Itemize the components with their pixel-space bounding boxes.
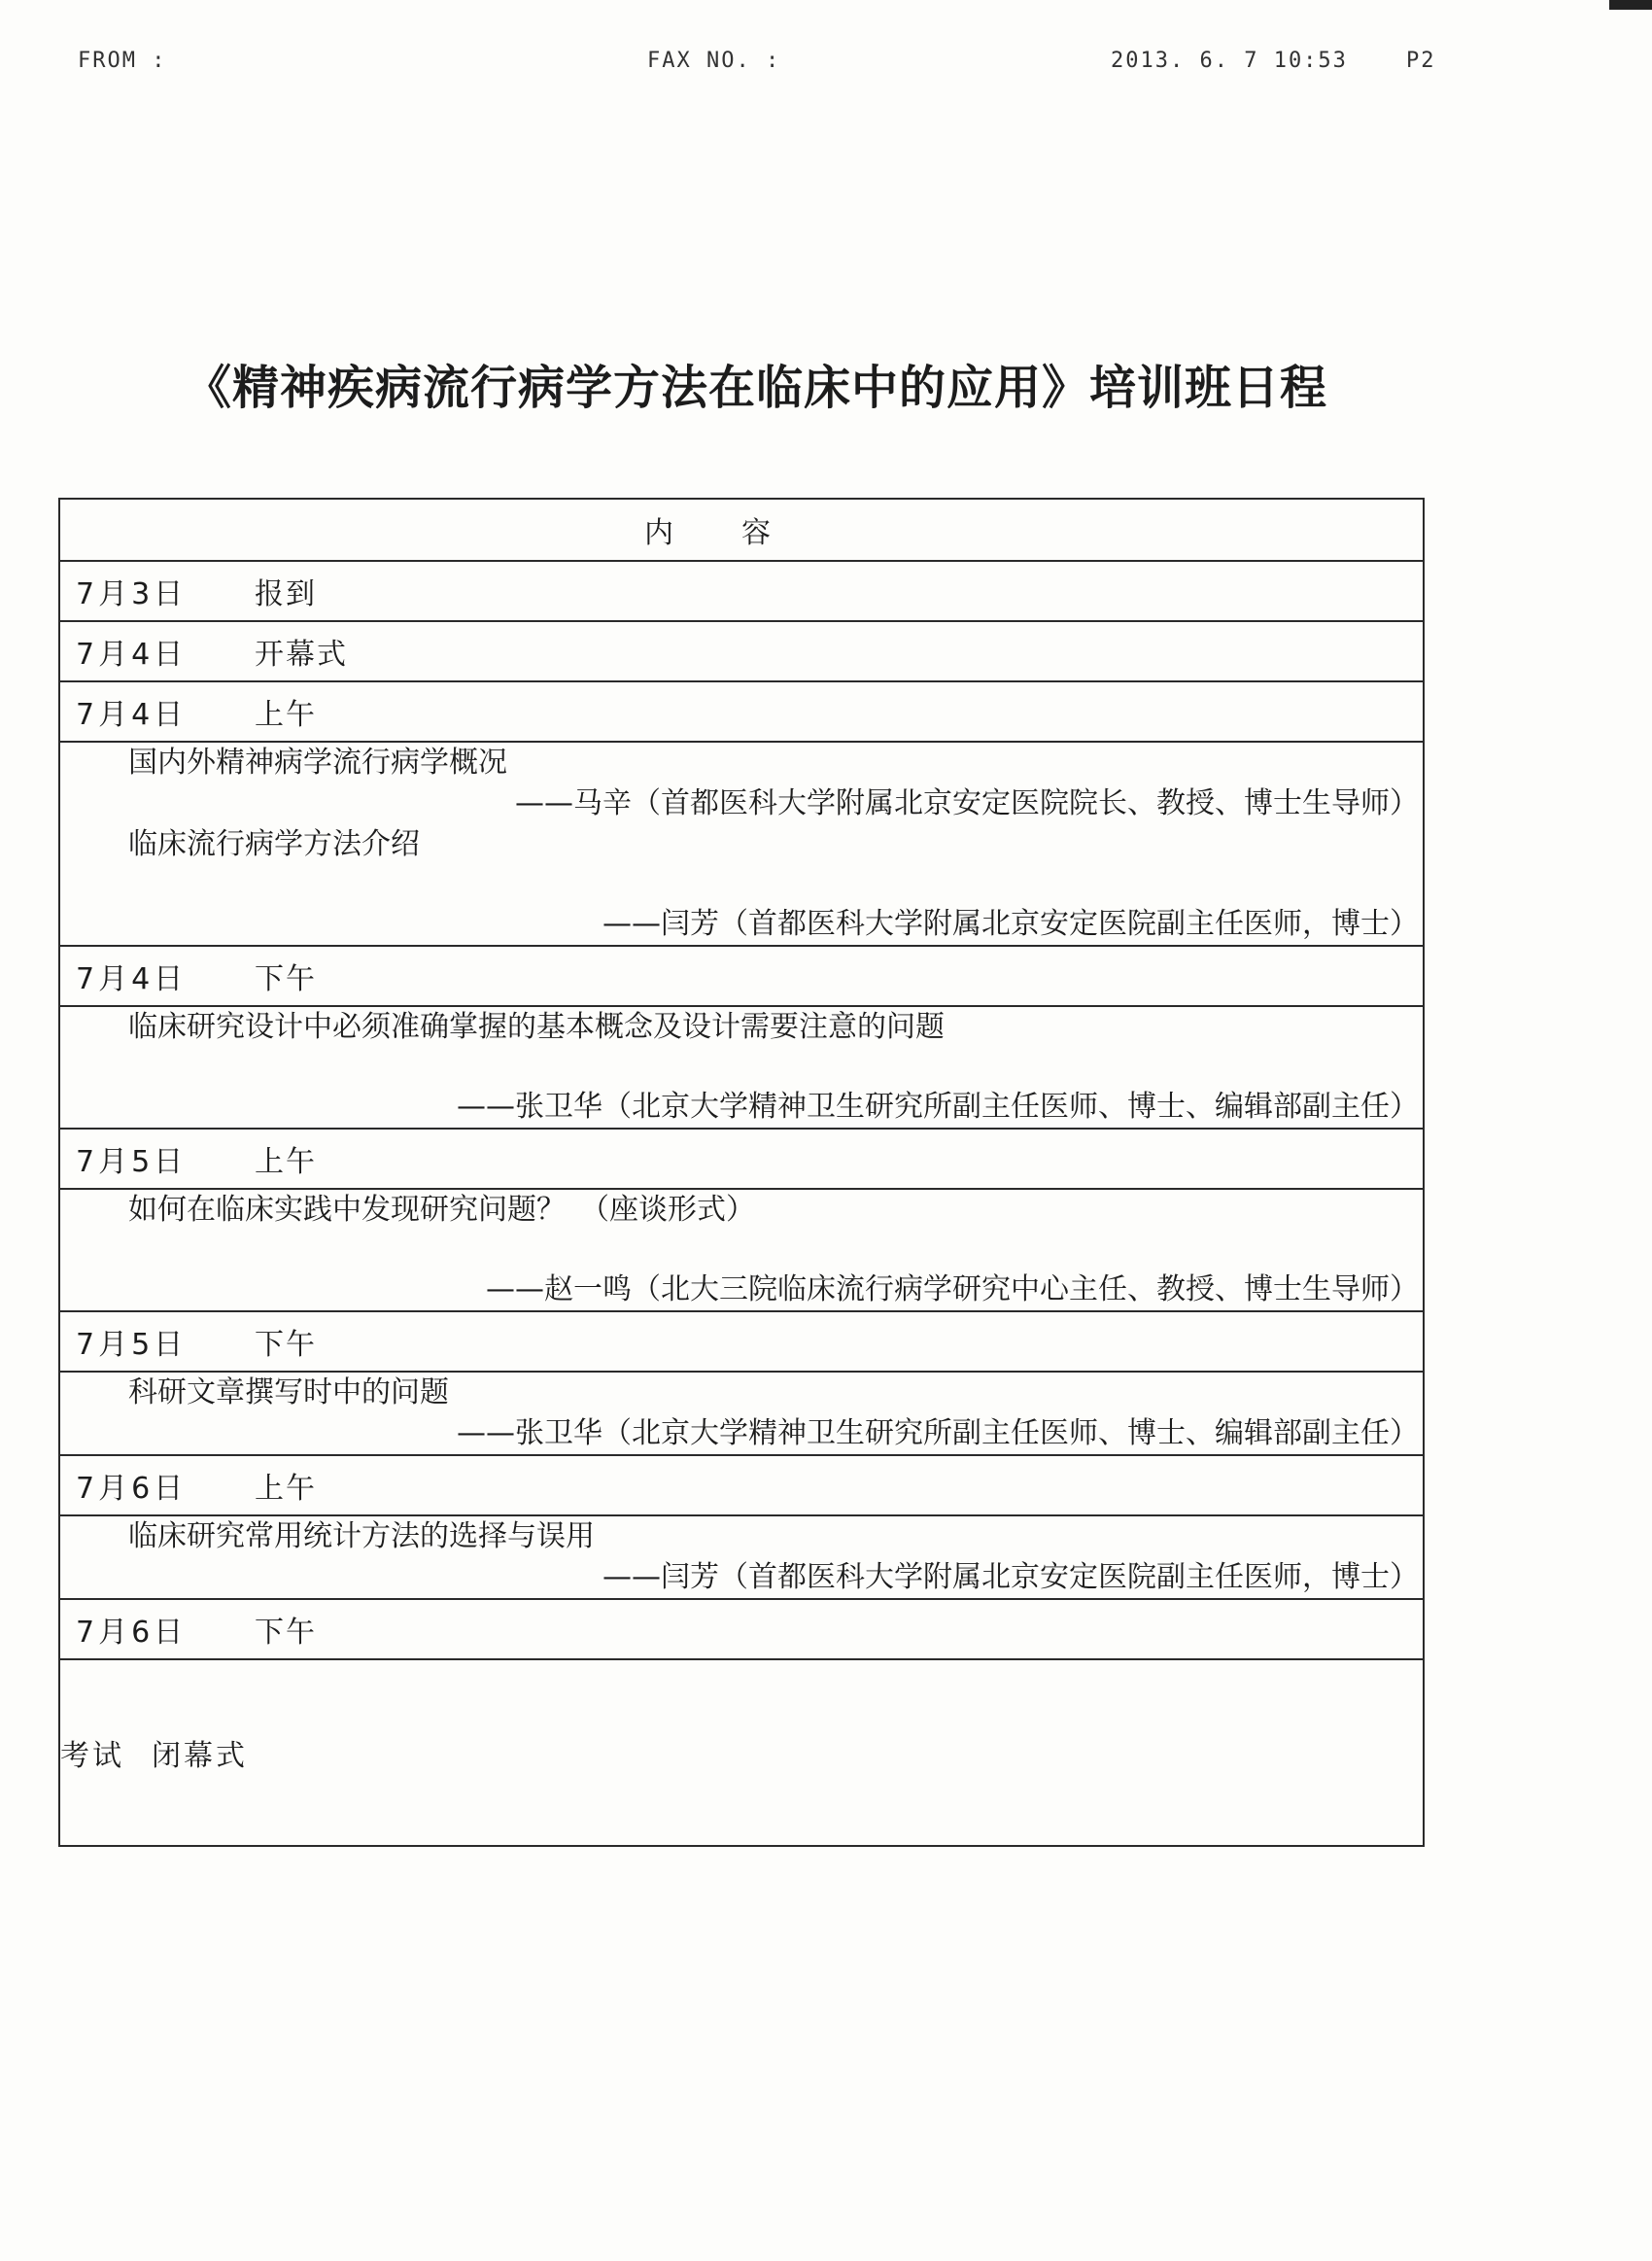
talk-title: 临床流行病学方法介绍	[128, 827, 420, 861]
scan-edge-mark	[1609, 0, 1652, 10]
period-label: 上午	[255, 1145, 317, 1179]
period-label: 下午	[255, 962, 317, 996]
talk-title: 国内外精神病学流行病学概况	[128, 746, 507, 780]
date-row	[59, 1129, 1424, 1189]
date-cell	[59, 681, 1424, 742]
talk-speaker: ——闫芳（首都医科大学附属北京安定医院副主任医师，博士）	[602, 907, 1419, 941]
talk-speaker: ——张卫华（北京大学精神卫生研究所副主任医师、博士、编辑部副主任）	[457, 1416, 1419, 1450]
period-label: 下午	[255, 1616, 317, 1650]
date-row	[59, 1599, 1424, 1659]
document-title: 《精神疾病流行病学方法在临床中的应用》培训班日程	[185, 361, 1328, 415]
talk-speaker: ——闫芳（首都医科大学附属北京安定医院副主任医师，博士）	[602, 1560, 1419, 1594]
session-row	[59, 1515, 1424, 1599]
session-content	[59, 1515, 1424, 1599]
fax-datetime: 2013. 6. 7 10:53	[1111, 49, 1348, 73]
date-row	[59, 621, 1424, 681]
fax-number: FAX NO. :	[647, 49, 781, 73]
talk-title: 临床研究设计中必须准确掌握的基本概念及设计需要注意的问题	[128, 1010, 945, 1044]
period-label: 上午	[255, 1472, 317, 1506]
date-row	[59, 1455, 1424, 1515]
session-row	[59, 1189, 1424, 1311]
schedule-table	[58, 498, 1425, 1847]
date-row	[59, 946, 1424, 1006]
date-label: 7月5日	[76, 1328, 188, 1362]
period-label: 报到	[255, 577, 317, 611]
date-label: 7月4日	[76, 962, 188, 996]
session-row	[59, 1372, 1424, 1455]
date-cell	[59, 1311, 1424, 1372]
exam-label: 考试	[60, 1739, 124, 1773]
session-content	[59, 1372, 1424, 1455]
date-cell	[59, 1599, 1424, 1659]
date-cell	[59, 1455, 1424, 1515]
date-label: 7月4日	[76, 638, 188, 672]
period-label: 下午	[255, 1328, 317, 1362]
fax-page-number: P2	[1406, 49, 1436, 73]
date-row	[59, 1311, 1424, 1372]
closing-label: 闭幕式	[152, 1739, 248, 1773]
session-row	[59, 742, 1424, 946]
date-label: 7月5日	[76, 1145, 188, 1179]
table-header-row	[59, 499, 1424, 561]
fax-header	[0, 49, 1652, 87]
date-cell	[59, 621, 1424, 681]
talk-title: 科研文章撰写时中的问题	[128, 1375, 449, 1409]
talk-speaker: ——马辛（首都医科大学附属北京安定医院院长、教授、博士生导师）	[515, 786, 1419, 820]
period-label: 上午	[255, 698, 317, 732]
period-label: 开幕式	[255, 638, 348, 672]
session-content	[59, 1006, 1424, 1129]
date-cell	[59, 561, 1424, 621]
final-content	[59, 1659, 1424, 1846]
talk-title: 临床研究常用统计方法的选择与误用	[128, 1519, 595, 1553]
session-content	[59, 1189, 1424, 1311]
session-content	[59, 742, 1424, 946]
date-label: 7月4日	[76, 698, 188, 732]
date-row	[59, 561, 1424, 621]
table-header: 内容	[59, 499, 1424, 561]
final-row	[59, 1659, 1424, 1846]
fax-from: FROM :	[78, 49, 167, 73]
date-label: 7月6日	[76, 1616, 188, 1650]
session-row	[59, 1006, 1424, 1129]
talk-speaker: ——赵一鸣（北大三院临床流行病学研究中心主任、教授、博士生导师）	[486, 1272, 1419, 1306]
talk-speaker: ——张卫华（北京大学精神卫生研究所副主任医师、博士、编辑部副主任）	[457, 1090, 1419, 1124]
date-cell	[59, 946, 1424, 1006]
talk-title: 如何在临床实践中发现研究问题？ （座谈形式）	[128, 1193, 755, 1227]
date-cell	[59, 1129, 1424, 1189]
date-label: 7月6日	[76, 1472, 188, 1506]
date-label: 7月3日	[76, 577, 188, 611]
date-row	[59, 681, 1424, 742]
